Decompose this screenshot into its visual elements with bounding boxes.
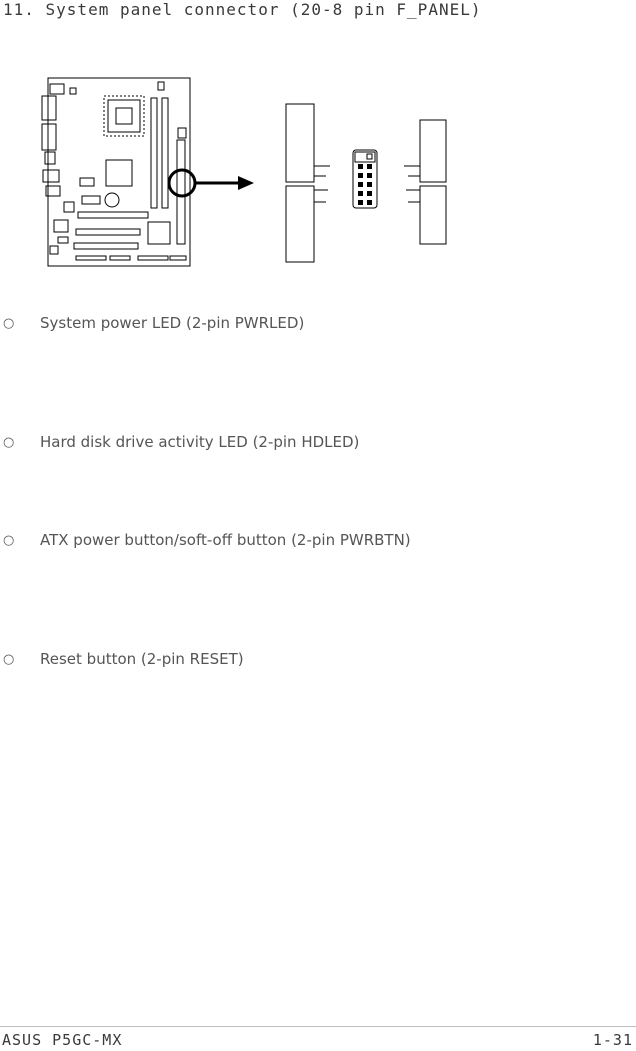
item-label: ATX power button/soft-off button (2-pin PWRBTN): [40, 531, 411, 549]
motherboard-layout: [42, 78, 190, 266]
bullet-icon: ○: [3, 652, 15, 667]
arrow-head: [238, 176, 254, 190]
f-panel-diagram: [40, 74, 470, 274]
list-item: [0, 314, 620, 336]
list-item: [0, 531, 620, 553]
bullet-icon: ○: [3, 316, 15, 331]
footer-product-name: ASUS P5GC-MX: [2, 1031, 123, 1049]
item-label: Reset button (2-pin RESET): [40, 650, 244, 668]
right-label-boxes: [420, 120, 446, 244]
list-item: [0, 650, 620, 672]
section-title: 11. System panel connector (20-8 pin F_PANEL): [3, 0, 482, 19]
connector-highlight: [169, 170, 195, 196]
footer-divider: [0, 1026, 636, 1027]
bullet-icon: ○: [3, 435, 15, 450]
item-label: System power LED (2-pin PWRLED): [40, 314, 305, 332]
item-label: Hard disk drive activity LED (2-pin HDLED): [40, 433, 360, 451]
pin-header: [353, 150, 377, 208]
bullet-icon: ○: [3, 533, 15, 548]
footer-page-number: 1-31: [592, 1031, 633, 1049]
list-item: [0, 433, 620, 455]
left-label-boxes: [286, 104, 314, 262]
